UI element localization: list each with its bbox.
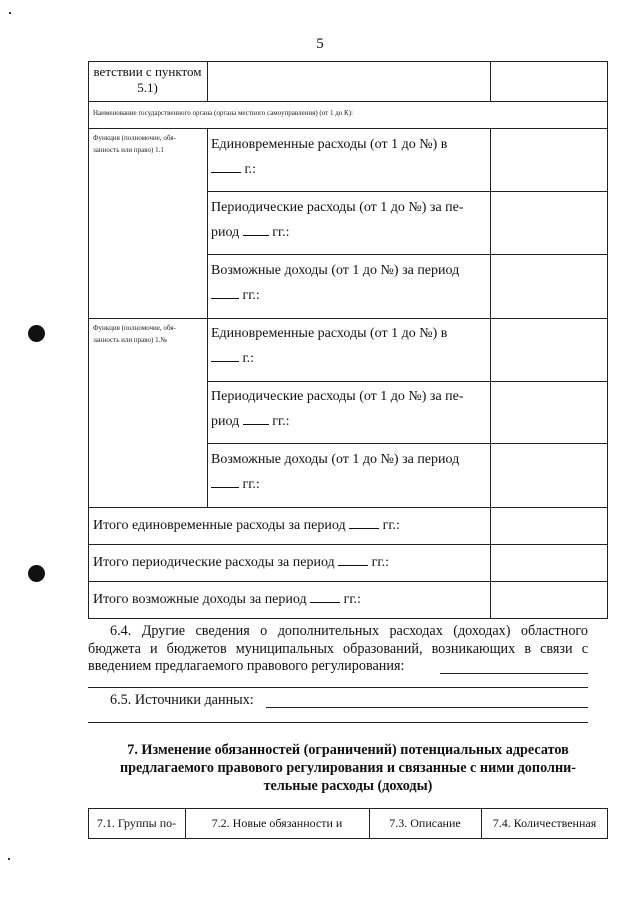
row-divider	[88, 581, 608, 582]
function-1-one-time-expenses	[211, 132, 487, 182]
total-suffix: гг.:	[343, 592, 361, 607]
total-prefix: Итого единовременные расходы за период	[93, 518, 346, 533]
period-blank	[349, 515, 379, 529]
top-row-label-line2: 5.1)	[137, 80, 158, 95]
row-divider	[207, 381, 608, 382]
scan-speck	[8, 858, 10, 860]
row-divider	[88, 544, 608, 545]
year-blank	[243, 222, 269, 236]
row-line2	[211, 346, 487, 371]
authority-row-label: Наименование государственного органа (органа местного самоуправления) (от 1 до К):	[93, 109, 353, 117]
row-line2	[211, 220, 487, 245]
col-divider	[490, 61, 491, 101]
column-header-7-1: 7.1. Группы по-	[96, 816, 177, 830]
section-7-heading-line3: тельные расходы (доходы)	[263, 778, 433, 794]
row-line1: Периодические расходы (от 1 до №) за пе-	[211, 389, 464, 404]
row-divider	[88, 128, 608, 129]
row-prefix: риод	[211, 414, 240, 429]
punch-hole-top	[28, 325, 45, 342]
section-7-heading-line1: 7. Изменение обязанностей (ограничений) потенциальных адресатов	[127, 742, 569, 758]
row-suffix: гг.:	[242, 477, 260, 492]
year-blank	[211, 348, 239, 362]
row-suffix: г.:	[242, 351, 255, 366]
year-blank	[211, 285, 239, 299]
row-divider	[207, 443, 608, 444]
row-suffix: г.:	[244, 162, 257, 177]
function-1-label-line1: Функция (полномочие, обя-	[93, 134, 176, 142]
function-2-label	[93, 322, 176, 346]
page-number: 5	[316, 36, 324, 52]
fill-line	[88, 687, 588, 688]
col-divider	[207, 128, 208, 507]
col-divider	[207, 61, 208, 101]
column-header-7-4: 7.4. Количественная	[492, 816, 597, 830]
function-1-possible-income	[211, 258, 487, 308]
section-7-heading-line2: предлагаемого правового регулирования и связанные с ними дополни-	[119, 760, 577, 776]
period-blank	[338, 552, 368, 566]
row-divider	[88, 507, 608, 508]
function-2-label-line1: Функция (полномочие, обя-	[93, 324, 176, 332]
function-1-label	[93, 132, 176, 156]
fill-line	[266, 707, 588, 708]
row-line2	[211, 283, 487, 308]
total-periodic-expenses	[93, 550, 389, 575]
row-suffix: гг.:	[272, 414, 290, 429]
year-blank	[211, 474, 239, 488]
column-header-7-3: 7.3. Описание	[389, 816, 461, 830]
row-divider	[207, 191, 608, 192]
fill-line	[88, 722, 588, 723]
function-1-label-line2: занность или право) 1.1	[93, 146, 164, 154]
row-line2	[211, 409, 487, 434]
year-blank	[243, 411, 269, 425]
row-divider	[88, 318, 608, 319]
row-line1: Единовременные расходы (от 1 до №) в	[211, 326, 448, 341]
total-suffix: гг.:	[371, 555, 389, 570]
col-divider	[490, 128, 491, 619]
function-2-possible-income	[211, 447, 487, 497]
row-divider	[207, 254, 608, 255]
scan-speck	[9, 12, 11, 14]
row-line1: Периодические расходы (от 1 до №) за пе-	[211, 200, 464, 215]
total-one-time-expenses	[93, 513, 400, 538]
column-header-7-2: 7.2. Новые обязанности и	[211, 816, 343, 830]
row-line1: Возможные доходы (от 1 до №) за период	[211, 263, 460, 278]
period-blank	[310, 589, 340, 603]
function-2-one-time-expenses	[211, 321, 487, 371]
total-prefix: Итого возможные доходы за период	[93, 592, 307, 607]
year-blank	[211, 159, 241, 173]
row-line1: Единовременные расходы (от 1 до №) в	[211, 137, 448, 152]
top-row-label-line1: ветствии с пунктом	[93, 64, 202, 79]
section-6-5-text: 6.5. Источники данных:	[110, 692, 254, 708]
row-divider	[88, 101, 608, 102]
section-6-4-text: 6.4. Другие сведения о дополнительных расходах (доходах) областного бюджета и бюджетов муниципальных образований, возникающих в связи с введением предлагаемого правового регулирования:	[88, 623, 588, 674]
total-possible-income	[93, 587, 361, 612]
function-2-label-line2: занность или право) 1.№	[93, 336, 168, 344]
row-line1: Возможные доходы (от 1 до №) за период	[211, 452, 460, 467]
row-prefix: риод	[211, 225, 240, 240]
function-2-periodic-expenses	[211, 384, 487, 434]
function-1-periodic-expenses	[211, 195, 487, 245]
top-row-label	[88, 64, 207, 96]
row-line2	[211, 472, 487, 497]
fill-line	[440, 673, 588, 674]
row-suffix: гг.:	[242, 288, 260, 303]
punch-hole-bottom	[28, 565, 45, 582]
total-prefix: Итого периодические расходы за период	[93, 555, 335, 570]
total-suffix: гг.:	[382, 518, 400, 533]
section-7-heading	[88, 741, 608, 795]
row-suffix: гг.:	[272, 225, 290, 240]
row-line2	[211, 157, 487, 182]
